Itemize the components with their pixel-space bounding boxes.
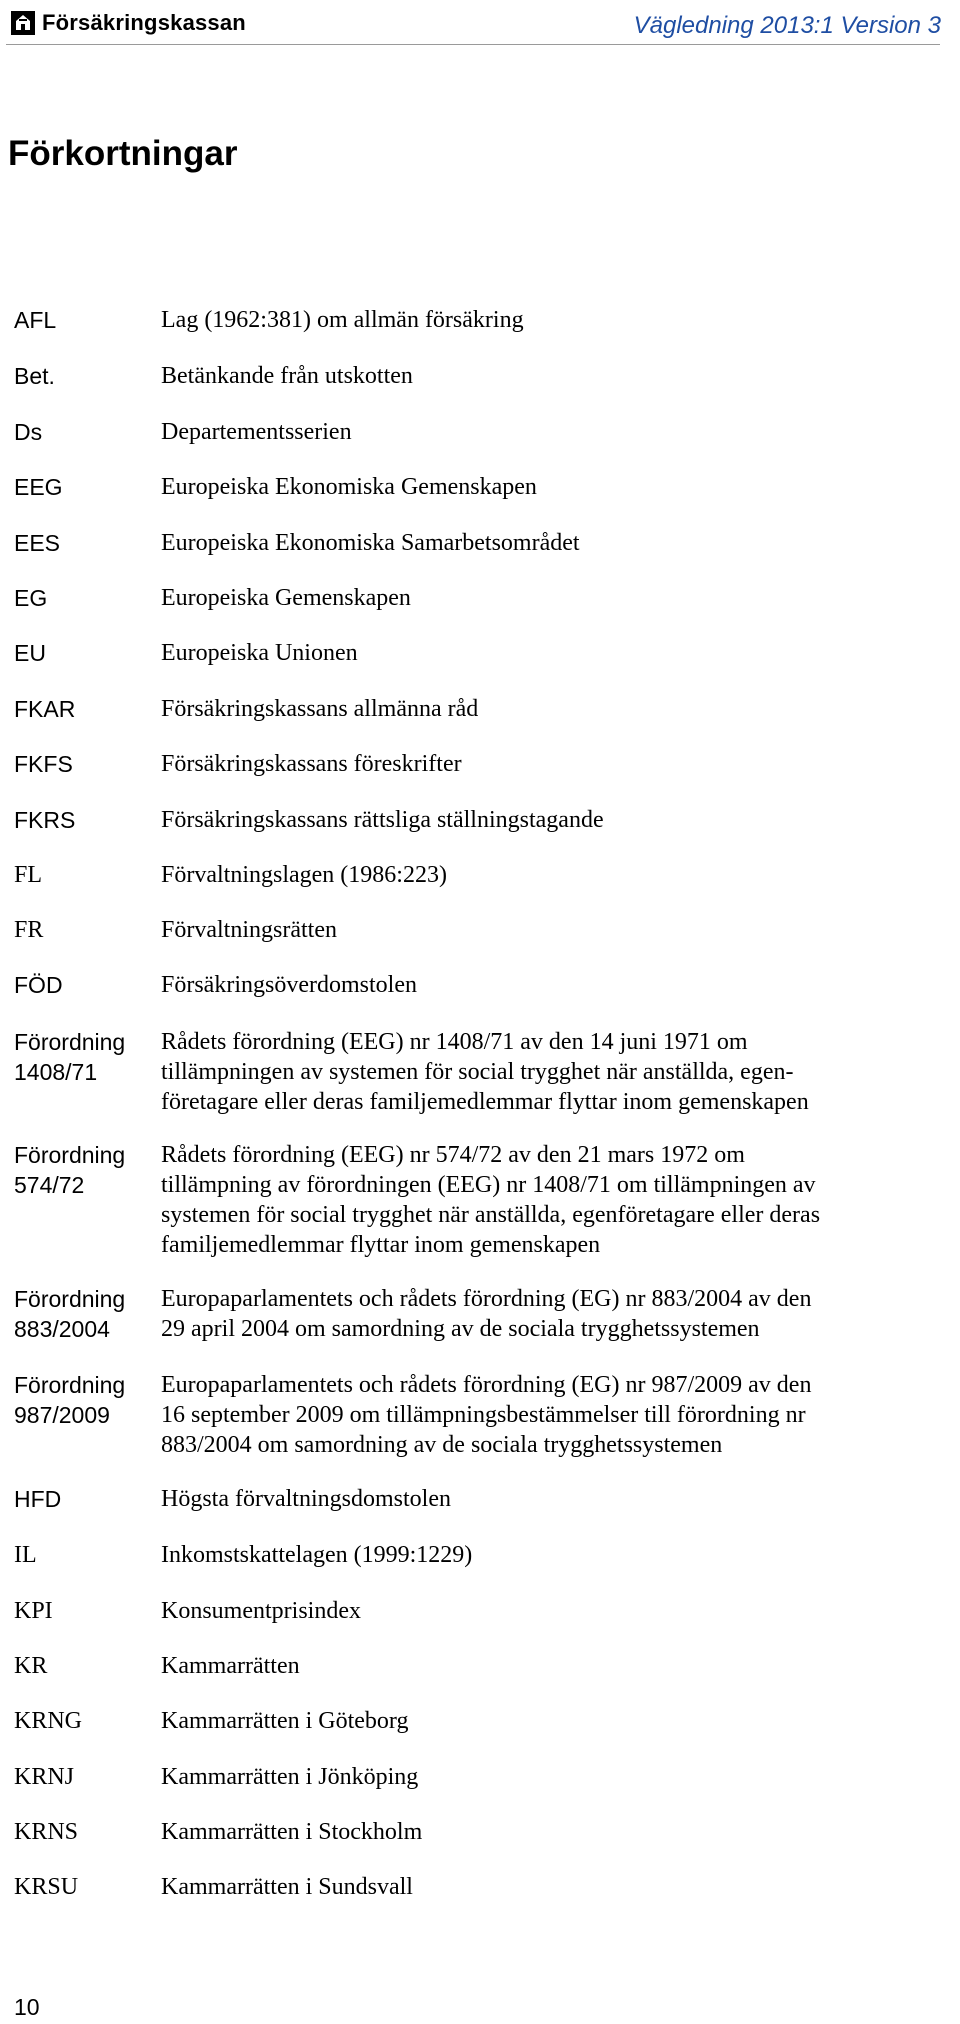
definition-line: tillämpningen av systemen för social trygghet när anställda, egen- <box>161 1059 794 1085</box>
abbreviation-term: KPI <box>14 1598 53 1624</box>
abbreviation-definition: Europeiska Unionen <box>161 640 358 666</box>
abbreviation-definition: Kammarrätten <box>161 1653 300 1679</box>
abbreviation-definition: Försäkringskassans allmänna råd <box>161 696 479 722</box>
abbreviation-term: EEG <box>14 474 63 500</box>
abbreviation-term: EU <box>14 640 46 666</box>
abbreviation-term: KRSU <box>14 1874 79 1900</box>
definition-line: 16 september 2009 om tillämpningsbestämmelser till förordning nr <box>161 1402 806 1428</box>
definition-line: Rådets förordning (EEG) nr 574/72 av den 21 mars 1972 om <box>161 1142 745 1168</box>
abbreviation-definition <box>161 1370 875 1460</box>
abbreviation-term: FKRS <box>14 807 76 833</box>
abbreviation-definition: Kammarrätten i Sundsvall <box>161 1874 413 1900</box>
abbreviation-term: FR <box>14 917 44 943</box>
abbreviation-term-line: Förordning <box>14 1142 126 1168</box>
definition-line: Europaparlamentets och rådets förordning (EG) nr 987/2009 av den <box>161 1372 812 1398</box>
abbreviation-definition: Högsta förvaltningsdomstolen <box>161 1486 451 1512</box>
abbreviation-definition: Konsumentprisindex <box>161 1598 361 1624</box>
abbreviation-term: HFD <box>14 1486 62 1512</box>
abbreviation-definition: Europeiska Ekonomiska Gemenskapen <box>161 474 537 500</box>
abbreviation-definition: Förvaltningslagen (1986:223) <box>161 862 447 888</box>
abbreviation-term: EG <box>14 585 48 611</box>
abbreviation-term: IL <box>14 1542 37 1568</box>
abbreviation-term: Bet. <box>14 363 55 389</box>
abbreviation-definition: Europeiska Gemenskapen <box>161 585 411 611</box>
definition-line: 883/2004 om samordning av de sociala trygghetssystemen <box>161 1432 723 1458</box>
abbreviation-term-line: Förordning <box>14 1029 126 1055</box>
logo-text: Försäkringskassan <box>42 10 246 35</box>
abbreviation-term: FÖD <box>14 972 63 998</box>
definition-line: tillämpning av förordningen (EEG) nr 1408/71 om tillämpningen av <box>161 1172 816 1198</box>
abbreviation-definition: Betänkande från utskotten <box>161 363 413 389</box>
page-title: Förkortningar <box>8 134 238 173</box>
abbreviation-term-line: 574/72 <box>14 1172 85 1198</box>
abbreviation-definition: Departementsserien <box>161 419 352 445</box>
abbreviation-definition: Lag (1962:381) om allmän försäkring <box>161 307 524 333</box>
abbreviation-definition: Försäkringskassans rättsliga ställningstagande <box>161 807 604 833</box>
abbreviation-term: KRNJ <box>14 1764 75 1790</box>
definition-line: systemen för social trygghet när anställda, egenföretagare eller deras <box>161 1202 821 1228</box>
abbreviation-term: KR <box>14 1653 48 1679</box>
abbreviation-term <box>14 1284 125 1344</box>
page-number: 10 <box>14 1994 40 2020</box>
abbreviation-term: EES <box>14 530 61 556</box>
abbreviation-term: FL <box>14 862 43 888</box>
abbreviation-definition: Försäkringsöverdomstolen <box>161 972 417 998</box>
abbreviation-term: KRNG <box>14 1708 83 1734</box>
abbreviation-definition: Kammarrätten i Jönköping <box>161 1764 419 1790</box>
abbreviation-term <box>14 1370 125 1430</box>
abbreviation-definition: Kammarrätten i Stockholm <box>161 1819 423 1845</box>
abbreviation-term-line: 883/2004 <box>14 1316 110 1342</box>
definition-line: 29 april 2004 om samordning av de sociala trygghetssystemen <box>161 1316 760 1342</box>
definition-line: Rådets förordning (EEG) nr 1408/71 av den 14 juni 1971 om <box>161 1029 748 1055</box>
abbreviation-definition: Europeiska Ekonomiska Samarbetsområdet <box>161 530 580 556</box>
abbreviation-definition: Försäkringskassans föreskrifter <box>161 751 462 777</box>
abbreviation-term-line: Förordning <box>14 1372 126 1398</box>
definition-line: familjemedlemmar flyttar inom gemenskapen <box>161 1232 601 1258</box>
definition-line: Europaparlamentets och rådets förordning (EG) nr 883/2004 av den <box>161 1286 812 1312</box>
definition-line: företagare eller deras familjemedlemmar flyttar inom gemenskapen <box>161 1089 809 1115</box>
abbreviation-definition <box>161 1027 875 1117</box>
abbreviation-term: AFL <box>14 307 57 333</box>
abbreviation-term: Ds <box>14 419 43 445</box>
abbreviation-term-line: Förordning <box>14 1286 126 1312</box>
abbreviation-term: FKAR <box>14 696 76 722</box>
abbreviation-definition <box>161 1140 875 1260</box>
abbreviation-term <box>14 1027 125 1087</box>
abbreviation-term <box>14 1140 125 1200</box>
abbreviation-term-line: 1408/71 <box>14 1059 98 1085</box>
abbreviation-definition <box>161 1284 875 1344</box>
abbreviation-definition: Förvaltningsrätten <box>161 917 337 943</box>
abbreviation-term-line: 987/2009 <box>14 1402 110 1428</box>
abbreviation-term: FKFS <box>14 751 73 777</box>
abbreviation-term: KRNS <box>14 1819 79 1845</box>
abbreviation-definition: Kammarrätten i Göteborg <box>161 1708 409 1734</box>
abbreviation-definition: Inkomstskattelagen (1999:1229) <box>161 1542 473 1568</box>
document-version: Vägledning 2013:1 Version 3 <box>633 12 941 39</box>
